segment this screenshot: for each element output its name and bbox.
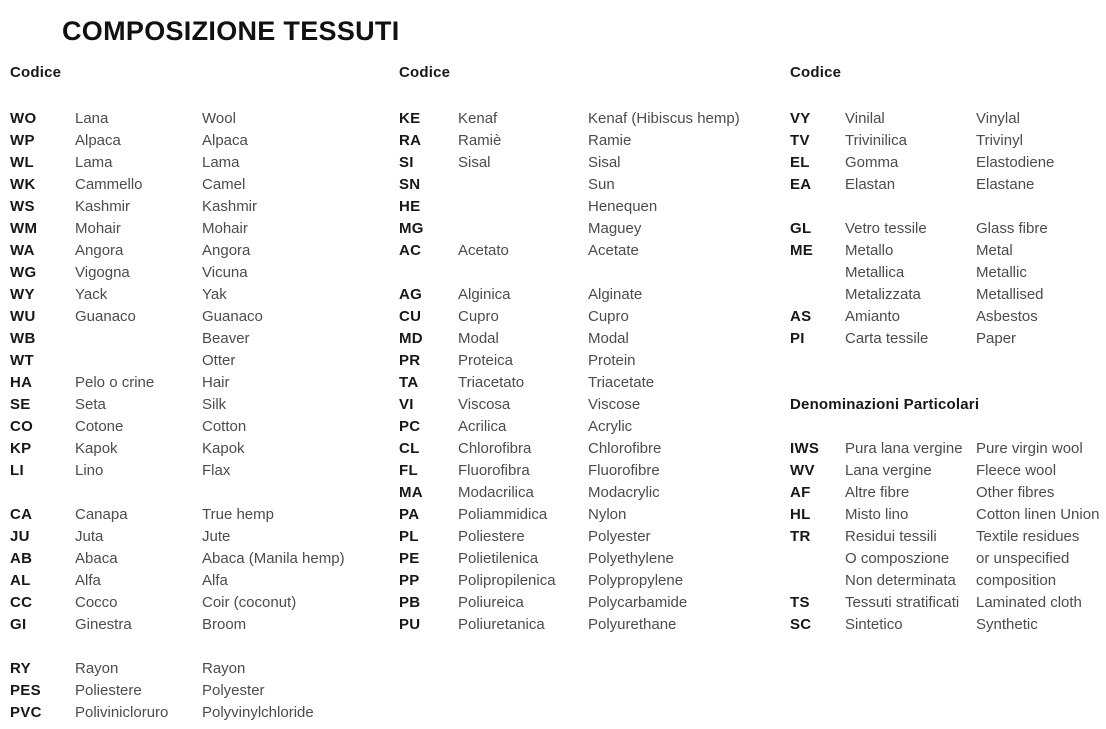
fabric-name-english: Metallic [976,264,1027,281]
fabric-code: VI [399,396,414,413]
fabric-code: WA [10,242,35,259]
row-spacer [10,482,388,504]
fabric-name-english: Polypropylene [588,572,684,589]
fabric-row [399,592,779,614]
fabric-code: KE [399,110,421,127]
fabric-name-english: Modal [588,330,629,347]
fabric-row [10,108,388,130]
fabric-row [790,438,1102,460]
fabric-name-italian: Cocco [75,594,118,611]
fabric-name-english: Other fibres [976,484,1055,501]
fabric-name-english: Textile residues [976,528,1080,545]
fabric-row [10,526,388,548]
fabric-name-english: Synthetic [976,616,1038,633]
fabric-name-italian: Vinilal [845,110,885,127]
fabric-row [790,218,1102,240]
fabric-code: SE [10,396,31,413]
fabric-name-italian: Alfa [75,572,101,589]
fabric-code: WT [10,352,34,369]
fabric-name-italian: Amianto [845,308,901,325]
row-spacer [10,636,388,658]
fabric-row [399,108,779,130]
fabric-code: MG [399,220,424,237]
fabric-name-english: Asbestos [976,308,1038,325]
fabric-code: AG [399,286,423,303]
fabric-name-english: Alginate [588,286,643,303]
fabric-code: WV [790,462,815,479]
fabric-row [790,614,1102,636]
fabric-name-english: Camel [202,176,246,193]
fabric-name-italian: Kapok [75,440,118,457]
fabric-code: WY [10,286,35,303]
fabric-name-english: Maguey [588,220,642,237]
fabric-code: TS [790,594,810,611]
fabric-name-italian: Metallo [845,242,894,259]
fabric-code: TV [790,132,810,149]
fabric-row [399,240,779,262]
fabric-name-italian: Alginica [458,286,511,303]
fabric-name-english: Polyester [588,528,651,545]
fabric-name-english: Kenaf (Hibiscus hemp) [588,110,740,127]
fabric-name-english: or unspecified [976,550,1070,567]
fabric-name-italian: Triacetato [458,374,525,391]
fabric-name-italian: Angora [75,242,124,259]
fabric-name-italian: Poliestere [458,528,525,545]
fabric-name-italian: Modacrilica [458,484,534,501]
fabric-name-italian: Pelo o crine [75,374,155,391]
fabric-row [399,174,779,196]
fabric-code: TR [790,528,811,545]
fabric-row [10,328,388,350]
fabric-name-italian [75,328,202,350]
fabric-row [10,372,388,394]
fabric-name-italian: Lama [75,154,113,171]
fabric-row [399,460,779,482]
fabric-code: HA [10,374,33,391]
fabric-row [399,526,779,548]
fabric-row [399,152,779,174]
codes-column-1 [10,64,388,721]
fabric-row [790,482,1102,504]
fabric-name-english: Broom [202,616,247,633]
fabric-row [399,438,779,460]
fabric-row [10,460,388,482]
fabric-name-italian: Vigogna [75,264,130,281]
fabric-code: TA [399,374,419,391]
fabric-name-english: Acrylic [588,418,633,435]
fabric-code: CA [10,506,33,523]
row-spacer [790,416,1102,438]
fabric-code: WS [10,198,35,215]
fabric-name-english: Trivinyl [976,132,1023,149]
fabric-name-english: Kapok [202,440,245,457]
fabric-name-italian: Yack [75,286,108,303]
fabric-row [10,350,388,372]
fabric-row [10,218,388,240]
fabric-name-italian [458,174,588,196]
fabric-row [399,372,779,394]
section-subheader: Denominazioni Particolari [790,396,980,413]
fabric-name-english: Flax [202,462,231,479]
fabric-name-english: Triacetate [588,374,655,391]
fabric-name-italian: Modal [458,330,499,347]
fabric-row [399,504,779,526]
fabric-row [399,130,779,152]
fabric-row [790,284,1102,306]
fabric-code: MA [399,484,423,501]
fabric-row [10,570,388,592]
fabric-row [10,614,388,636]
fabric-row [10,152,388,174]
fabric-name-english: Pure virgin wool [976,440,1083,457]
fabric-row [790,526,1102,548]
fabric-code: EL [790,154,810,171]
fabric-name-english: Acetate [588,242,639,259]
row-spacer [790,350,1102,372]
fabric-name-italian: Acetato [458,242,509,259]
fabric-name-italian: Carta tessile [845,330,929,347]
fabric-name-italian: Sintetico [845,616,903,633]
fabric-name-english: Guanaco [202,308,263,325]
fabric-name-italian [458,196,588,218]
fabric-row [790,174,1102,196]
fabric-row [399,196,779,218]
fabric-name-italian: Proteica [458,352,514,369]
codes-table-1 [10,108,388,724]
fabric-code: RY [10,660,31,677]
fabric-code: MD [399,330,423,347]
fabric-name-english: Cotton linen Union [976,506,1100,523]
fabric-code: PP [399,572,420,589]
fabric-name-italian: O composzione [845,550,950,567]
fabric-name-italian: Ramiè [458,132,502,149]
fabric-name-italian: Pura lana vergine [845,440,963,457]
fabric-row [10,174,388,196]
fabric-name-english: Modacrylic [588,484,660,501]
fabric-name-italian [75,350,202,372]
fabric-name-english: Vicuna [202,264,248,281]
fabric-name-english: Otter [202,352,236,369]
fabric-row [10,284,388,306]
fabric-row [399,350,779,372]
fabric-name-italian: Non determinata [845,572,956,589]
fabric-row [10,394,388,416]
row-spacer [790,196,1102,218]
fabric-code: HL [790,506,811,523]
fabric-name-english: Metal [976,242,1013,259]
fabric-name-italian: Cotone [75,418,124,435]
fabric-name-english: Mohair [202,220,248,237]
codes-column-2 [399,64,779,633]
column-header-codice: Codice [10,64,62,81]
fabric-code: PR [399,352,421,369]
page-title: COMPOSIZIONE TESSUTI [62,16,400,46]
fabric-name-english: Cotton [202,418,247,435]
fabric-name-italian: Vetro tessile [845,220,927,237]
fabric-name-italian: Polipropilenica [458,572,556,589]
fabric-name-italian: Acrilica [458,418,507,435]
fabric-code: WG [10,264,37,281]
fabric-code: PE [399,550,420,567]
fabric-name-italian [458,218,588,240]
fabric-name-italian: Polivinicloruro [75,704,169,721]
fabric-row [790,152,1102,174]
fabric-name-italian: Juta [75,528,104,545]
fabric-code: HE [399,198,421,215]
fabric-name-english: Protein [588,352,636,369]
codes-table-3 [790,108,1102,636]
fabric-code: LI [10,462,24,479]
fabric-code: AL [10,572,31,589]
fabric-row [790,570,1102,592]
fabric-name-english: Jute [202,528,231,545]
fabric-name-english: Fleece wool [976,462,1057,479]
fabric-row [399,284,779,306]
fabric-code: WO [10,110,37,127]
fabric-code: WU [10,308,36,325]
fabric-code: PC [399,418,421,435]
fabric-name-italian: Sisal [458,154,491,171]
fabric-name-italian: Cupro [458,308,499,325]
fabric-row [790,240,1102,262]
fabric-row [399,306,779,328]
fabric-code [790,262,845,284]
fabric-row [10,416,388,438]
fabric-name-italian: Seta [75,396,106,413]
fabric-name-english: Lama [202,154,240,171]
fabric-row [10,306,388,328]
fabric-name-english: Yak [202,286,227,303]
fabric-code: PU [399,616,421,633]
fabric-code [790,548,845,570]
fabric-code: KP [10,440,32,457]
fabric-row [399,218,779,240]
fabric-row [399,614,779,636]
fabric-name-english: Fluorofibre [588,462,660,479]
fabric-name-italian: Metalizzata [845,286,921,303]
fabric-code: GI [10,616,27,633]
fabric-code: PB [399,594,421,611]
fabric-name-italian: Cammello [75,176,143,193]
fabric-name-italian: Mohair [75,220,121,237]
fabric-code [790,570,845,592]
fabric-name-english: Alfa [202,572,228,589]
fabric-row [10,548,388,570]
fabric-row [790,328,1102,350]
fabric-code: VY [790,110,811,127]
fabric-name-english: Polyurethane [588,616,677,633]
fabric-code: RA [399,132,422,149]
fabric-row [10,240,388,262]
fabric-name-english: Nylon [588,506,627,523]
fabric-code [790,284,845,306]
fabric-name-italian: Kenaf [458,110,498,127]
fabric-name-english: Laminated cloth [976,594,1082,611]
fabric-name-english: Sisal [588,154,621,171]
row-spacer [790,372,1102,394]
fabric-name-english: Angora [202,242,251,259]
fabric-name-english: Wool [202,110,236,127]
fabric-row [790,548,1102,570]
fabric-row [10,658,388,680]
fabric-name-english: Hair [202,374,230,391]
fabric-row [399,416,779,438]
fabric-row [790,108,1102,130]
fabric-name-english: Alpaca [202,132,248,149]
fabric-name-italian: Kashmir [75,198,131,215]
fabric-name-italian: Tessuti stratificati [845,594,960,611]
fabric-name-english: Chlorofibre [588,440,662,457]
fabric-name-italian: Residui tessili [845,528,937,545]
fabric-code: SN [399,176,421,193]
fabric-name-italian: Metallica [845,264,905,281]
fabric-row [790,306,1102,328]
fabric-name-italian: Lana [75,110,109,127]
fabric-name-italian: Poliuretanica [458,616,545,633]
fabric-name-english: Vinylal [976,110,1020,127]
column-header-codice: Codice [790,64,842,81]
fabric-name-italian: Chlorofibra [458,440,532,457]
fabric-name-english: Elastodiene [976,154,1055,171]
fabric-row [399,548,779,570]
fabric-name-english: Sun [588,176,615,193]
fabric-name-english: Silk [202,396,227,413]
fabric-name-english: True hemp [202,506,274,523]
fabric-code: FL [399,462,418,479]
fabric-name-italian: Guanaco [75,308,136,325]
fabric-code: ME [790,242,814,259]
codes-table-2 [399,108,779,636]
fabric-name-italian: Lino [75,462,104,479]
fabric-row [10,262,388,284]
fabric-row [790,504,1102,526]
fabric-code: PVC [10,704,42,721]
fabric-code: PL [399,528,419,545]
fabric-code: AB [10,550,33,567]
fabric-code: WK [10,176,36,193]
fabric-name-italian: Polietilenica [458,550,539,567]
fabric-code: AF [790,484,811,501]
fabric-code: AS [790,308,812,325]
fabric-code: AC [399,242,422,259]
fabric-code: WB [10,330,36,347]
fabric-name-italian: Ginestra [75,616,132,633]
fabric-name-english: Polycarbamide [588,594,688,611]
fabric-code: SC [790,616,812,633]
fabric-code: PA [399,506,420,523]
fabric-name-english: Glass fibre [976,220,1048,237]
fabric-name-english: Henequen [588,198,658,215]
fabric-row [10,438,388,460]
fabric-name-italian: Viscosa [458,396,511,413]
fabric-code: WL [10,154,34,171]
fabric-name-italian: Alpaca [75,132,121,149]
fabric-name-italian: Canapa [75,506,128,523]
fabric-name-english: Paper [976,330,1017,347]
fabric-row [10,592,388,614]
fabric-name-english: Ramie [588,132,632,149]
fabric-row [790,592,1102,614]
fabric-name-english: Polyethylene [588,550,674,567]
fabric-row [399,482,779,504]
fabric-row [10,504,388,526]
fabric-row [790,262,1102,284]
fabric-name-english: Beaver [202,330,250,347]
fabric-code: PI [790,330,805,347]
fabric-code: IWS [790,440,820,457]
fabric-name-italian: Trivinilica [845,132,907,149]
fabric-code: JU [10,528,30,545]
fabric-name-italian: Altre fibre [845,484,910,501]
codes-column-3 [790,64,1102,633]
fabric-code: CO [10,418,34,435]
fabric-code: CC [10,594,33,611]
fabric-name-italian: Lana vergine [845,462,932,479]
fabric-name-italian: Abaca [75,550,118,567]
fabric-name-english: Polyvinylchloride [202,704,314,721]
fabric-row [399,394,779,416]
fabric-name-english: Rayon [202,660,246,677]
fabric-code: EA [790,176,812,193]
fabric-row [10,680,388,702]
fabric-row [10,702,388,724]
fabric-name-english: Polyester [202,682,265,699]
fabric-row [10,130,388,152]
fabric-name-italian: Elastan [845,176,896,193]
fabric-name-english: Viscose [588,396,641,413]
fabric-name-italian: Poliureica [458,594,524,611]
fabric-name-italian: Poliestere [75,682,142,699]
fabric-name-english: Cupro [588,308,629,325]
fabric-code: PES [10,682,41,699]
fabric-code: SI [399,154,414,171]
fabric-name-english: Coir (coconut) [202,594,297,611]
fabric-row [10,196,388,218]
row-spacer [399,262,779,284]
fabric-row [790,460,1102,482]
fabric-code: CU [399,308,422,325]
fabric-name-italian: Gomma [845,154,899,171]
fabric-row [399,328,779,350]
fabric-name-italian: Fluorofibra [458,462,530,479]
fabric-name-english: Kashmir [202,198,258,215]
fabric-code: WP [10,132,35,149]
fabric-code: GL [790,220,812,237]
fabric-name-italian: Poliammidica [458,506,548,523]
fabric-name-english: Elastane [976,176,1035,193]
fabric-name-english: composition [976,572,1057,589]
fabric-name-english: Abaca (Manila hemp) [202,550,345,567]
fabric-row [399,570,779,592]
fabric-name-italian: Misto lino [845,506,909,523]
fabric-name-italian: Rayon [75,660,119,677]
fabric-code: CL [399,440,420,457]
fabric-row [790,130,1102,152]
fabric-code: WM [10,220,38,237]
column-header-codice: Codice [399,64,451,81]
fabric-name-english: Metallised [976,286,1044,303]
